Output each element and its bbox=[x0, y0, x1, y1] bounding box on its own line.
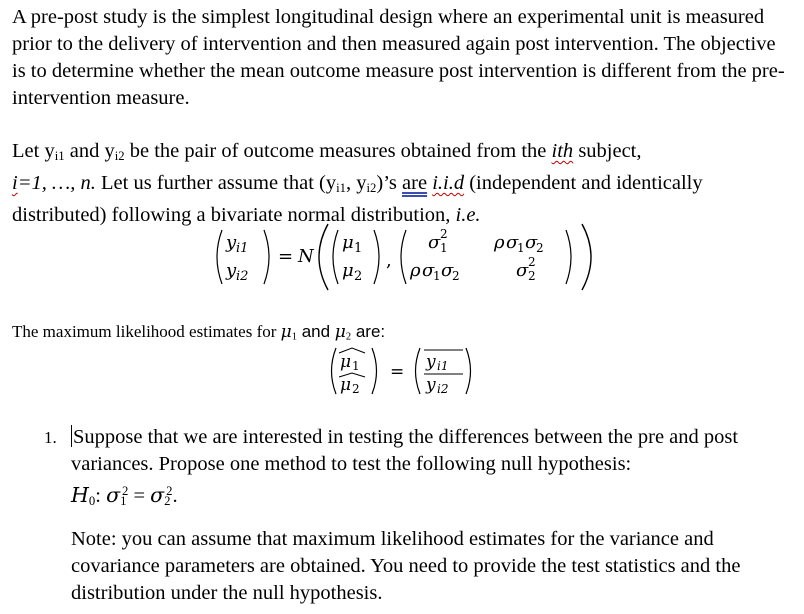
svg-text:σ: σ bbox=[441, 260, 454, 281]
list-item: Suppose that we are interested in testing the differences between the pre and post variances. Propose one method to test the following null hypothesis: $H_0$: $\sigma_1^2 = \sigma_2^2$. bbox=[71, 426, 739, 509]
svg-text:y: y bbox=[426, 375, 436, 395]
svg-text:1: 1 bbox=[354, 241, 363, 256]
svg-text:1: 1 bbox=[517, 241, 525, 255]
svg-text:σ: σ bbox=[506, 232, 519, 253]
svg-text:σ: σ bbox=[428, 232, 441, 253]
svg-text:,: , bbox=[386, 250, 392, 271]
svg-text:2: 2 bbox=[352, 382, 360, 396]
iid-word: i.i.d bbox=[432, 172, 465, 195]
svg-text:i2: i2 bbox=[437, 382, 449, 396]
svg-text:σ: σ bbox=[516, 260, 529, 281]
svg-text:i1: i1 bbox=[437, 359, 449, 373]
svg-text:ρ: ρ bbox=[410, 260, 421, 281]
svg-text:2: 2 bbox=[440, 227, 448, 241]
svg-text:μ: μ bbox=[342, 232, 354, 253]
normal-symbol: N bbox=[298, 246, 314, 267]
svg-text:i1: i1 bbox=[236, 241, 249, 256]
assumption-paragraph: Let $y_{i1}$ and $y_{i2}$ be the pair of outcome measures obtained from the ith subject, i=1, …, n. Let us further assume that ($y_{i1}$, $y_{i2})’s$ are i.i.d (independent and identically distributed) following a bivariate normal distribution, i.e. bbox=[12, 140, 703, 227]
svg-text:=: = bbox=[390, 362, 405, 382]
svg-text:μ: μ bbox=[340, 375, 352, 395]
svg-text:μ: μ bbox=[340, 352, 352, 372]
svg-text:1: 1 bbox=[433, 269, 441, 283]
note-paragraph: Note: you can assume that maximum likelihood estimates for the variance and covariance parameters are obtained. You need to provide the test statistics and the distribution under the null hypothesis. bbox=[71, 528, 741, 604]
svg-text:2: 2 bbox=[528, 255, 536, 269]
svg-text:y: y bbox=[426, 352, 436, 372]
bivariate-normal-equation bbox=[210, 222, 600, 292]
svg-text:σ: σ bbox=[422, 260, 435, 281]
mle-statement: The maximum likelihood estimates for $\mu_1$ and $\mu_2$ are: bbox=[12, 322, 386, 343]
svg-text:ρ: ρ bbox=[494, 232, 505, 253]
list-number: 1. bbox=[44, 428, 57, 447]
y-i2-symbol: y bbox=[226, 260, 237, 281]
svg-text:2: 2 bbox=[536, 241, 544, 255]
svg-text:2: 2 bbox=[452, 269, 460, 283]
text-cursor[interactable] bbox=[71, 425, 72, 447]
mle-equation bbox=[326, 345, 476, 397]
svg-text:1: 1 bbox=[440, 241, 448, 255]
svg-text:i2: i2 bbox=[236, 269, 249, 284]
ith-word: ith bbox=[551, 140, 574, 162]
y-i1-symbol: y bbox=[226, 232, 237, 253]
svg-text:σ: σ bbox=[525, 232, 538, 253]
svg-text:=: = bbox=[278, 246, 294, 267]
svg-text:1: 1 bbox=[352, 359, 360, 373]
svg-text:2: 2 bbox=[528, 269, 536, 283]
svg-text:2: 2 bbox=[354, 269, 363, 284]
svg-text:μ: μ bbox=[342, 260, 354, 281]
intro-paragraph: A pre-post study is the simplest longitudinal design where an experimental unit is measured prior to the delivery of intervention and then measured again post intervention. The objective is to determine whether the mean outcome measure post intervention is different from the pre-intervention measure. bbox=[12, 6, 785, 109]
